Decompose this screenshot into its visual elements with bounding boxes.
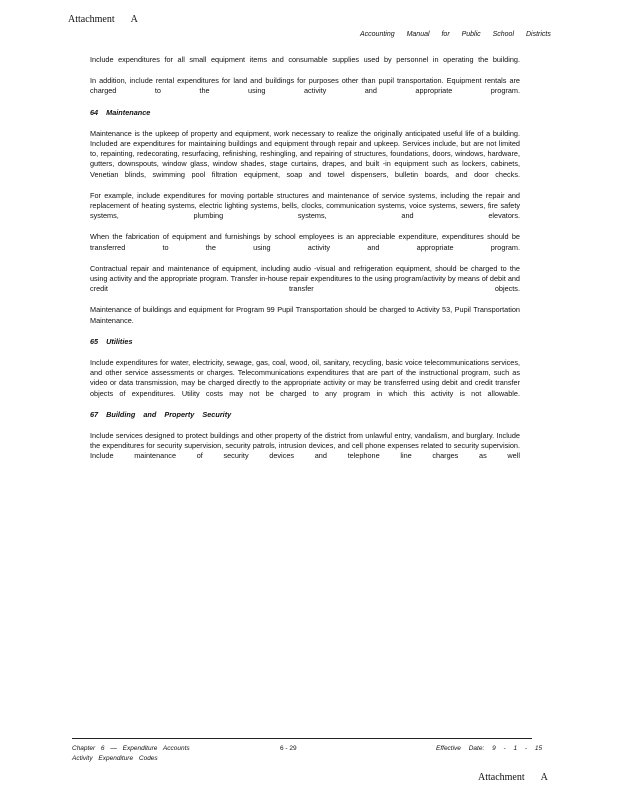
effective-date-value: 9 - 1 - 15: [492, 745, 543, 752]
paragraph-transportation-maintenance: Maintenance of buildings and equipment for Program 99 Pupil Transportation should be charged to Activity 53, Pupil Transportation Maintenance.: [90, 305, 520, 325]
section-heading-67-security: 67 Building and Property Security: [90, 409, 232, 419]
paragraph-fabrication: When the fabrication of equipment and furnishings by school employees is an appreciable expenditure, expenditures should be transferred to the using activity and appropriate program.: [90, 232, 520, 252]
paragraph-rental-expenditures: In addition, include rental expenditures for land and buildings for purposes other than pupil transportation. Equipment rentals are charged to the using activity and appropriate program.: [90, 76, 520, 96]
footer-divider: [72, 738, 532, 739]
paragraph-maintenance-definition: Maintenance is the upkeep of property and equipment, work necessary to realize the originally anticipated useful life of a building. Included are expenditures for maintaining buildings and equipment through repair and upkeep. Services include, but are not limited to, repainting, redecorating, resurfacing, refinishing, reshingling, and repairing of structures, foundations, doors, windows, hardware, gutters, downspouts, window glass, window shades, stage curtains, drapes, and built -in equipment such as lockers, cabinets, Venetian blinds, swimming pool filtration equipment, soap and towel dispensers, bulletin boards, and door checks.: [90, 128, 520, 179]
effective-date-label: Effective Date:: [436, 745, 485, 752]
footer-section-title: Activity Expenditure Codes: [72, 755, 158, 762]
section-heading-64-maintenance: 64 Maintenance: [90, 107, 151, 117]
paragraph-security: Include services designed to protect buildings and other property of the district from unlawful entry, vandalism, and burglary. Include the expenditures for security supervision, security patrols, intrusion devices, and cell phone expenses related to security supervision. Include maintenance of security devices and telephone line charges as well: [90, 431, 520, 461]
paragraph-maintenance-example: For example, include expenditures for moving portable structures and maintenance of service systems, including the repair and replacement of heating systems, electric lighting systems, bells, clocks, communication systems, voice systems, sewers, fire safety systems, plumbing systems, and elevators.: [90, 190, 520, 221]
manual-title-header: Accounting Manual for Public School Districts: [360, 31, 551, 38]
footer-chapter-title: Chapter 6 — Expenditure Accounts: [72, 745, 190, 752]
section-heading-65-utilities: 65 Utilities: [90, 336, 133, 346]
footer-effective-date: [436, 744, 542, 754]
attachment-label-bottom: Attachment A: [478, 772, 548, 783]
document-body: [90, 55, 520, 473]
paragraph-contractual-repair: Contractual repair and maintenance of equipment, including audio -visual and refrigeration equipment, should be charged to the using activity and the appropriate program. Transfer in-house repair expenditures to the using program/activity by means of debit and credit transfer objects.: [90, 263, 520, 294]
paragraph-small-equipment: Include expenditures for all small equipment items and consumable supplies used by personnel in operating the building.: [90, 55, 520, 64]
page-number: 6 - 29: [280, 745, 297, 752]
attachment-label-top: Attachment A: [68, 14, 138, 25]
paragraph-utilities: Include expenditures for water, electricity, sewage, gas, coal, wood, oil, sanitary, recycling, basic voice telecommunications services, and other service assessments or charges. Telecommunications expenditures that are part of the instructional program, such as video or data transmission, may be charged directly to the appropriate activity or may be transferred using debit and credit transfer objects of expenditures. Utility costs may not be charged to any program in which this activity is not allowable.: [90, 358, 520, 398]
footer-chapter-info: [72, 744, 190, 764]
